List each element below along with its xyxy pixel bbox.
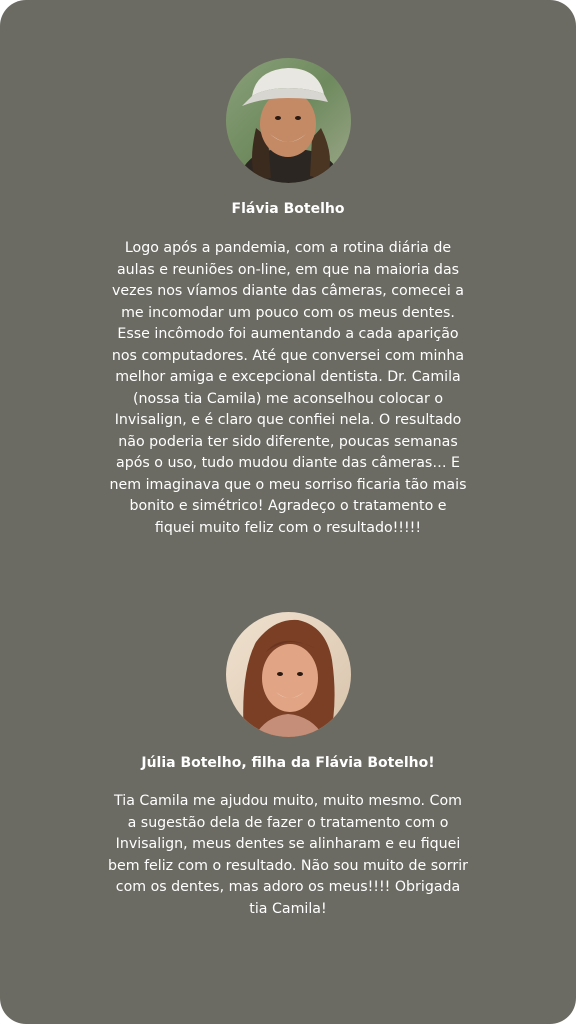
avatar	[226, 58, 351, 183]
avatar	[226, 612, 351, 737]
testimonial-quote: Logo após a pandemia, com a rotina diária de aulas e reuniões on-line, em que na maioria das vezes nos víamos diante das câmeras, comecei a me incomodar um pouco com os meus dentes. Esse incômodo foi aumentando a cada aparição nos computadores. Até que conversei com minha melhor amiga e excepcional dentista. Dr. Camila (nossa tia Camila) me aconselhou colocar o Invisalign, e é claro que confiei nela. O resultado não poderia ter sido diferente, poucas semanas após o uso, tudo mudou diante das câmeras… E nem imaginava que o meu sorriso ficaria tão mais bonito e simétrico! Agradeço o tratamento e fiquei muito feliz com o resultado!!!!!	[109, 240, 467, 536]
testimonial-name: Flávia Botelho	[231, 201, 345, 217]
testimonial-name: Júlia Botelho, filha da Flávia Botelho!	[141, 755, 435, 771]
avatar-photo-flavia	[226, 58, 351, 183]
testimonial-quote: Tia Camila me ajudou muito, muito mesmo. Com a sugestão dela de fazer o tratamento com o Invisalign, meus dentes se alinharam e eu fiquei bem feliz com o resultado. Não sou muito de sorrir com os dentes, mas adoro os meus!!!! Obrigada tia Camila!	[108, 793, 469, 917]
avatar-photo-julia	[226, 612, 351, 737]
testimonial-julia	[0, 612, 576, 920]
testimonial-flavia	[0, 58, 576, 539]
